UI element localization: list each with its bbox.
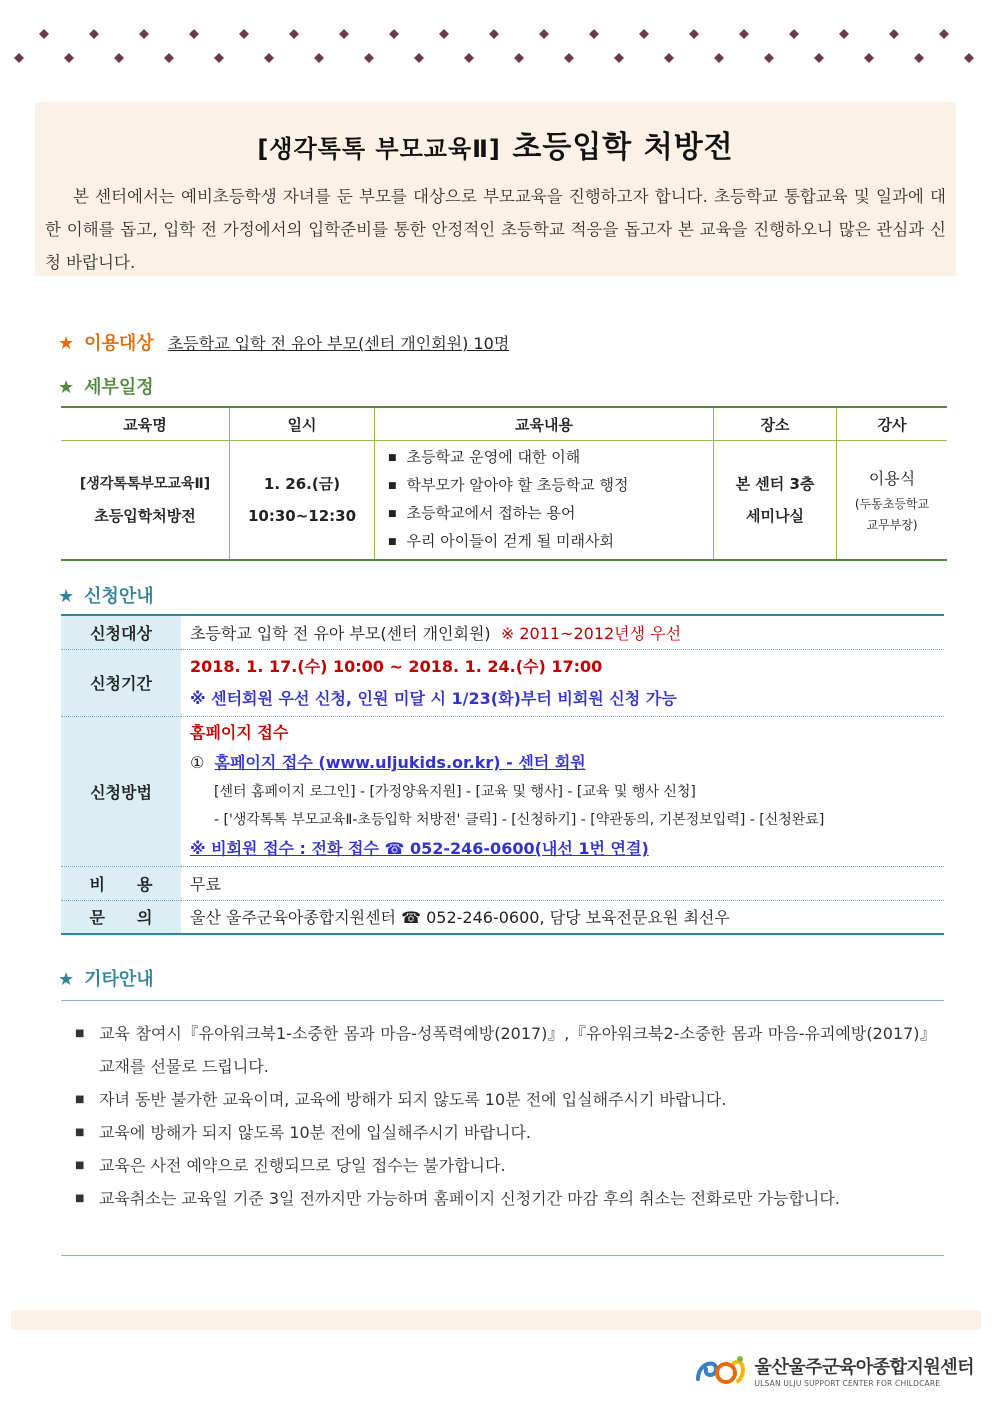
list-item: ■ 교육에 방해가 되지 않도록 10분 전에 입실해주시기 바랍니다. (75, 1116, 944, 1149)
homepage-link[interactable]: 홈페이지 접수 (www.uljukids.or.kr) - 센터 회원 (214, 753, 586, 772)
page-title (35, 122, 956, 166)
fee-text: 무료 (181, 866, 944, 900)
diamond-icon (514, 53, 524, 63)
diamond-icon (114, 53, 124, 63)
etc-label: 기타안내 (84, 969, 154, 990)
header-cell: 일시 (230, 407, 375, 441)
fee-label: 비 용 (61, 866, 181, 900)
table-row (61, 900, 944, 934)
star-icon: ★ (58, 377, 75, 398)
header-cell: 강사 (837, 407, 948, 441)
diamond-icon (614, 53, 624, 63)
table-header-row (61, 407, 947, 441)
apply-table (61, 614, 944, 935)
table-row (61, 866, 944, 900)
diamond-icon (564, 53, 574, 63)
title-prefix: [생각톡톡 부모교육Ⅱ] (257, 135, 501, 163)
list-item: ■ 교육 참여시『유아워크북1-소중한 몸과 마음-성폭력예방(2017)』,『유아워크북2-소중한 몸과 마음-유괴예방(2017)』교재를 선물로 드립니다. (75, 1017, 944, 1083)
contents-cell (375, 441, 714, 561)
star-icon: ★ (58, 969, 75, 990)
list-item: ■ 학부모가 알아야 할 초등학교 행정 (388, 472, 712, 500)
footer-band (11, 1310, 981, 1330)
diamond-border (0, 0, 992, 80)
method-path2: - ['생각톡톡 부모교육Ⅱ-초등입학 처방전' 클릭] - [신청하기] - [약관동의, 기본정보입력] - [신청완료] (214, 812, 825, 828)
diamond-icon (639, 29, 649, 39)
org-name: 울산울주군육아종합지원센터 (754, 1356, 974, 1378)
list-item: ■ 초등학교 운영에 대한 이해 (388, 444, 712, 472)
diamond-icon (964, 53, 974, 63)
method-title: 홈페이지 접수 (190, 723, 289, 742)
apply-method-label: 신청방법 (61, 716, 181, 866)
diamond-icon (264, 53, 274, 63)
diamond-icon (739, 29, 749, 39)
apply-period-text: 2018. 1. 17.(수) 10:00 ~ 2018. 1. 24.(수) 17:00 (190, 656, 603, 676)
diamond-icon (889, 29, 899, 39)
diamond-icon (539, 29, 549, 39)
program-name-line1: [생각톡톡부모교육Ⅱ] (79, 476, 211, 492)
diamond-icon (214, 53, 224, 63)
place-line2: 세미나실 (746, 507, 804, 525)
diamond-icon (14, 53, 24, 63)
logo-mark-icon (694, 1353, 748, 1387)
diamond-icon (489, 29, 499, 39)
diamond-icon (239, 29, 249, 39)
lecturer-cell (837, 441, 948, 561)
program-time: 10:30~12:30 (247, 507, 357, 525)
diamond-icon (714, 53, 724, 63)
program-name-line2: 초등입학처방전 (94, 507, 196, 525)
diamond-icon (189, 29, 199, 39)
program-name-cell (61, 441, 230, 561)
header-cell: 교육내용 (375, 407, 714, 441)
schedule-table (61, 406, 947, 561)
apply-target-cell (181, 615, 944, 649)
diamond-icon (289, 29, 299, 39)
method-nonmember: ※ 비회원 접수 : 전화 접수 ☎ 052-246-0600(내선 1번 연결) (190, 839, 649, 858)
diamond-icon (764, 53, 774, 63)
org-logo (694, 1350, 974, 1390)
diamond-icon (664, 53, 674, 63)
diamond-icon (414, 53, 424, 63)
datetime-cell (230, 441, 375, 561)
table-row (61, 649, 944, 716)
diamond-icon (139, 29, 149, 39)
apply-period-cell (181, 649, 944, 716)
lecturer-role-line1: (두동초등학교 (854, 497, 930, 511)
org-name-en: ULSAN ULJU SUPPORT CENTER FOR CHILDCARE (754, 1378, 941, 1388)
diamond-icon (789, 29, 799, 39)
place-line1: 본 센터 3층 (735, 475, 815, 493)
place-cell (714, 441, 837, 561)
lecturer-name: 이용식 (868, 469, 916, 488)
program-date: 1. 26.(금) (263, 475, 341, 493)
diamond-icon (864, 53, 874, 63)
diamond-icon (814, 53, 824, 63)
diamond-icon (39, 29, 49, 39)
etc-box (61, 1000, 944, 1256)
apply-target-label: 신청대상 (61, 615, 181, 649)
method-path1: [센터 홈페이지 로그인] - [가정양육지원] - [교육 및 행사] - [교육 및 행사 신청] (214, 784, 696, 800)
apply-method-cell (181, 716, 944, 866)
star-icon: ★ (58, 333, 75, 354)
diamond-icon (589, 29, 599, 39)
apply-period-note: ※ 센터회원 우선 신청, 인원 미달 시 1/23(화)부터 비회원 신청 가능 (190, 688, 677, 708)
apply-target-note: ※ 2011~2012년생 우선 (500, 623, 682, 643)
diamond-icon (914, 53, 924, 63)
section-etc (58, 965, 154, 991)
section-target (58, 329, 509, 355)
title-main: 초등입학 처방전 (512, 130, 734, 165)
etc-list (75, 1017, 944, 1215)
diamond-icon (314, 53, 324, 63)
inquiry-text: 울산 울주군육아종합지원센터 ☎ 052-246-0600, 담당 보육전문요원 최선우 (190, 908, 730, 928)
intro-description: 본 센터에서는 예비초등학생 자녀를 둔 부모를 대상으로 부모교육을 진행하고자 합니다. 초등학교 통합교육 및 일과에 대한 이해를 돕고, 입학 전 가정에서의 입학준비를 통한 안정적인 초등학교 적응을 돕고자 본 교육을 진행하오니 많은 관심과 신청 바랍니다. (45, 187, 946, 272)
list-item: ■ 초등학교에서 접하는 용어 (388, 500, 712, 528)
diamond-icon (939, 29, 949, 39)
diamond-icon (839, 29, 849, 39)
method-step-number: ① (190, 753, 205, 772)
target-label: 이용대상 (84, 333, 154, 354)
table-row (61, 716, 944, 866)
target-text: 초등학교 입학 전 유아 부모(센터 개인회원) 10명 (167, 334, 510, 353)
diamond-icon (339, 29, 349, 39)
diamond-icon (64, 53, 74, 63)
apply-target-text: 초등학교 입학 전 유아 부모(센터 개인회원) (190, 623, 491, 643)
diamond-icon (464, 53, 474, 63)
diamond-icon (364, 53, 374, 63)
header-cell: 장소 (714, 407, 837, 441)
schedule-label: 세부일정 (84, 377, 154, 398)
contents-list (376, 444, 712, 556)
diamond-icon (389, 29, 399, 39)
table-row (61, 615, 944, 649)
list-item: ■ 우리 아이들이 걷게 될 미래사회 (388, 528, 712, 556)
star-icon: ★ (58, 586, 75, 607)
section-schedule (58, 373, 154, 399)
apply-label: 신청안내 (84, 586, 154, 607)
list-item: ■ 교육취소는 교육일 기준 3일 전까지만 가능하며 홈페이지 신청기간 마감 후의 취소는 전화로만 가능합니다. (75, 1182, 944, 1215)
diamond-icon (439, 29, 449, 39)
table-row (61, 441, 947, 561)
diamond-icon (689, 29, 699, 39)
list-item: ■ 자녀 동반 불가한 교육이며, 교육에 방해가 되지 않도록 10분 전에 입실해주시기 바랍니다. (75, 1083, 944, 1116)
header-cell: 교육명 (61, 407, 230, 441)
lecturer-role-line2: 교무부장) (866, 518, 918, 532)
apply-period-label: 신청기간 (61, 649, 181, 716)
diamond-icon (164, 53, 174, 63)
intro-box (35, 102, 956, 276)
diamond-icon (89, 29, 99, 39)
list-item: ■ 교육은 사전 예약으로 진행되므로 당일 접수는 불가합니다. (75, 1149, 944, 1182)
inquiry-label: 문 의 (61, 900, 181, 934)
method-step (190, 748, 943, 778)
section-apply (58, 582, 154, 608)
